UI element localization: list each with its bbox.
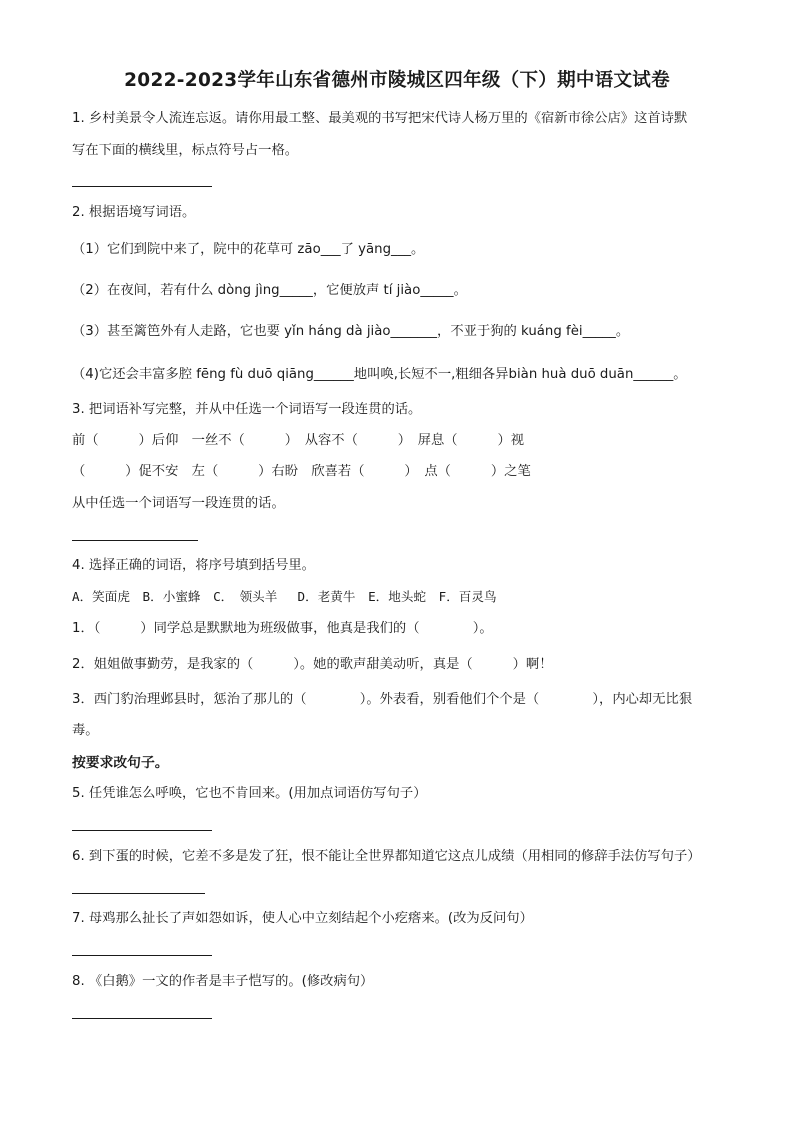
q6-text: 6. 到下蛋的时候，它差不多是发了狂，恨不能让全世界都知道它这点儿成绩（用相同的修辞手法仿写句子）	[72, 849, 701, 864]
q4-stem: 4. 选择正确的词语，将序号填到括号里。	[72, 558, 315, 573]
exam-title: 2022-2023学年山东省德州市陵城区四年级（下）期中语文试卷	[124, 70, 670, 91]
q2-item3: （3）甚至篱笆外有人走路，它也要 yǐn háng dà jiào_______，不亚于狗的 kuáng fèi_____。	[72, 324, 630, 339]
q1-line2: 写在下面的横线里，标点符号占一格。	[72, 143, 299, 158]
q4-options: A．笑面虎 B．小蜜蜂 C． 领头羊 D．老黄牛 E．地头蛇 F．百灵鸟	[72, 589, 497, 604]
q2-item2: （2）在夜间，若有什么 dòng jìng_____，它便放声 tí jiào_____。	[72, 283, 467, 298]
q2-item1: （1）它们到院中来了，院中的花草可 zāo___了 yāng___。	[72, 242, 425, 257]
section-heading: 按要求改句子。	[72, 755, 169, 771]
q4-item1: 1．（ ）同学总是默默地为班级做事，他真是我们的（ ）。	[72, 621, 493, 636]
q3-row1: 前（ ）后仰 一丝不（ ） 从容不（ ） 屏息（ ）视	[72, 433, 525, 448]
q4-item3-line1: 3．西门豹治理邺县时，惩治了那儿的（ ）。外表看，别看他们个个是（ ），内心却无比狠	[72, 692, 693, 707]
q3-stem: 3. 把词语补写完整，并从中任选一个词语写一段连贯的话。	[72, 402, 422, 417]
q8-answer-line[interactable]	[72, 1018, 212, 1019]
q4-item2: 2．姐姐做事勤劳，是我家的（ ）。她的歌声甜美动听，真是（ ）啊！	[72, 657, 553, 672]
q5-text: 5. 任凭谁怎么呼唤，它也不肯回来。(用加点词语仿写句子）	[72, 786, 427, 801]
q1-line1: 1. 乡村美景令人流连忘返。请你用最工整、最美观的书写把宋代诗人杨万里的《宿新市徐公店》这首诗默	[72, 111, 688, 126]
q2-item4: （4)它还会丰富多腔 fēng fù duō qiāng______地叫唤,长短不一,粗细各异biàn huà duō duān______。	[72, 367, 687, 382]
q7-answer-line[interactable]	[72, 955, 212, 956]
q8-text: 8. 《白鹅》一文的作者是丰子恺写的。(修改病句）	[72, 974, 374, 989]
q7-text: 7. 母鸡那么扯长了声如怨如诉，使人心中立刻结起个小疙瘩来。(改为反问句）	[72, 911, 533, 926]
q1-answer-line[interactable]	[72, 186, 212, 187]
q6-answer-line[interactable]	[72, 893, 205, 894]
q3-row2: （ ）促不安 左（ ）右盼 欣喜若（ ） 点（ ）之笔	[72, 464, 531, 479]
q3-answer-line[interactable]	[72, 540, 198, 541]
q5-answer-line[interactable]	[72, 830, 212, 831]
q3-instruction: 从中任选一个词语写一段连贯的话。	[72, 496, 285, 511]
q2-stem: 2. 根据语境写词语。	[72, 205, 196, 220]
q4-item3-line2: 毒。	[72, 723, 99, 738]
